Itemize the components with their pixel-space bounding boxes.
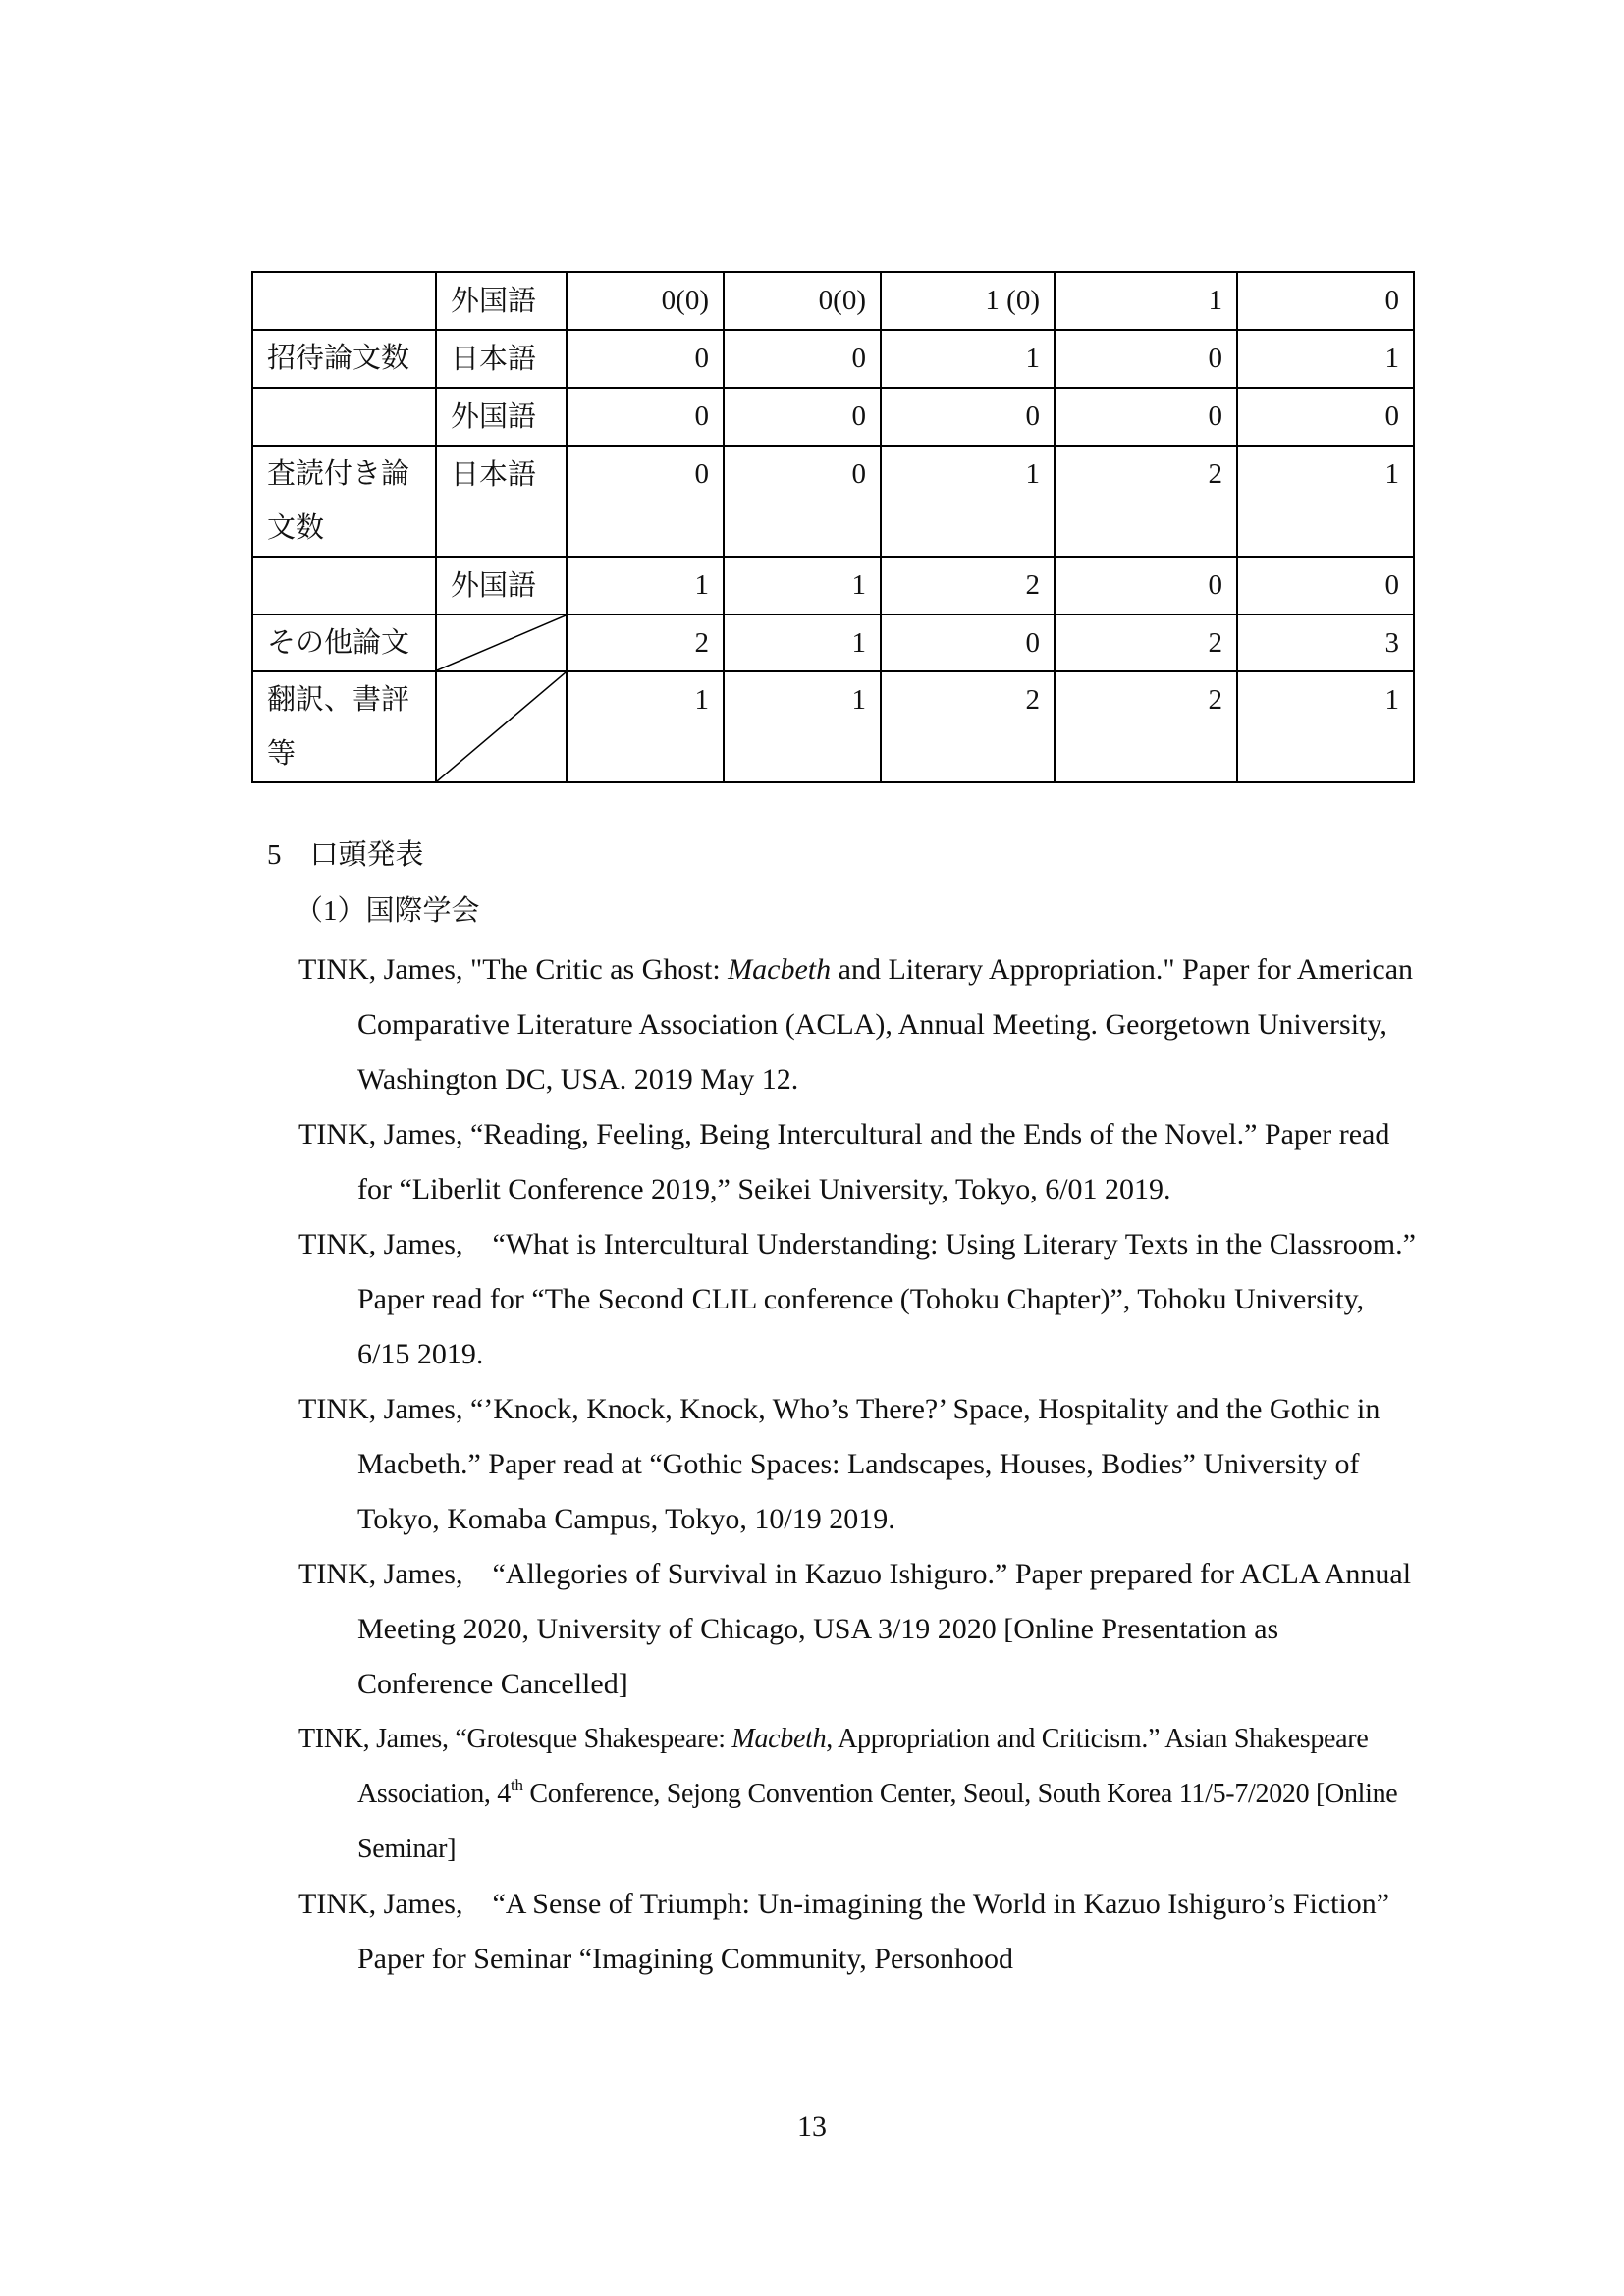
reference-text: TINK, James, “A Sense of Triumph: Un-imagining the World in Kazuo Ishiguro’s Fiction” Paper for Seminar “Imagining Community, Personhood [298,1888,1390,1975]
reference-entry [298,1217,1418,1382]
italic-title: Macbeth [728,953,832,986]
count-cell: 0(0) [724,272,881,330]
count-cell: 2 [881,557,1055,614]
reference-entry [298,1547,1418,1712]
count-cell: 0 [567,330,724,388]
reference-text: TINK, James, “Allegories of Survival in Kazuo Ishiguro.” Paper prepared for ACLA Annual Meeting 2020, University of Chicago, USA 3/19 2020 [Online Presentation as Conference Cancelled] [298,1558,1412,1700]
count-cell: 1 (0) [881,272,1055,330]
row-language: 外国語 [436,557,567,614]
count-cell: 2 [881,671,1055,782]
reference-entry [298,1712,1418,1877]
publication-stats-table [251,271,1415,783]
count-cell: 0 [724,330,881,388]
count-cell: 2 [567,614,724,671]
reference-text: TINK, James, "The Critic as Ghost: [298,953,729,986]
count-cell: 1 [567,671,724,782]
row-language: 日本語 [436,446,567,557]
row-category [252,272,436,330]
count-cell: 0 [1237,388,1414,446]
reference-entry [298,1382,1418,1547]
reference-entry [298,1877,1418,1987]
count-cell: 2 [1055,614,1237,671]
page-number: 13 [797,2110,827,2143]
section-heading: 5 口頭発表 [267,839,424,871]
count-cell: 2 [1055,671,1237,782]
row-category [252,557,436,614]
reference-text: TINK, James, “Grotesque Shakespeare: [298,1724,732,1754]
reference-entry [298,942,1418,1107]
count-cell: 0 [1055,388,1237,446]
table-row [252,671,1414,782]
table-row [252,614,1414,671]
count-cell: 1 [881,330,1055,388]
reference-text: , Appropriation and Criticism.” Asian Shakespeare Association, 4 [357,1724,1369,1809]
count-cell: 1 [724,671,881,782]
row-language: 外国語 [436,272,567,330]
subsection-heading: （1）国際学会 [295,895,480,927]
row-language: 外国語 [436,388,567,446]
count-cell: 0 [1237,272,1414,330]
reference-text: TINK, James, “What is Intercultural Understanding: Using Literary Texts in the Classroom.” Paper read for “The Second CLIL conference (Tohoku Chapter)”, Tohoku University, 6/15 2019. [298,1228,1416,1370]
count-cell: 1 [1237,671,1414,782]
count-cell: 0 [881,614,1055,671]
table-row [252,388,1414,446]
count-cell: 0 [881,388,1055,446]
count-cell: 1 [724,614,881,671]
count-cell: 0 [567,446,724,557]
table-row [252,272,1414,330]
reference-text: TINK, James, “Reading, Feeling, Being Intercultural and the Ends of the Novel.” Paper read for “Liberlit Conference 2019,” Seikei University, Tokyo, 6/01 2019. [298,1118,1390,1205]
count-cell: 0 [1237,557,1414,614]
count-cell: 3 [1237,614,1414,671]
reference-entry [298,1107,1418,1217]
table-row [252,446,1414,557]
count-cell: 0 [567,388,724,446]
row-language: 日本語 [436,330,567,388]
row-category: その他論文 [252,614,436,671]
row-category [252,388,436,446]
count-cell: 2 [1055,446,1237,557]
count-cell: 0 [724,388,881,446]
count-cell: 1 [724,557,881,614]
table-row [252,557,1414,614]
count-cell: 1 [567,557,724,614]
row-category: 翻訳、書評等 [252,671,436,782]
row-category: 招待論文数 [252,330,436,388]
count-cell: 1 [881,446,1055,557]
count-cell: 0 [1055,557,1237,614]
reference-text: and Literary Appropriation." Paper for American Comparative Literature Association (ACLA), Annual Meeting. Georgetown University, Washington DC, USA. 2019 May 12. [357,953,1414,1095]
italic-title: Macbeth [731,1724,827,1754]
count-cell: 0 [724,446,881,557]
diagonal-slash-cell [436,671,567,782]
reference-text: Conference, Sejong Convention Center, Seoul, South Korea 11/5-7/2020 [Online Seminar] [357,1779,1398,1864]
reference-list [298,942,1418,1987]
reference-text: TINK, James, “’Knock, Knock, Knock, Who’s There?’ Space, Hospitality and the Gothic in Macbeth.” Paper read at “Gothic Spaces: Landscapes, Houses, Bodies” University of Tokyo, Komaba Campus, Tokyo, 10/19 2019. [298,1393,1380,1535]
count-cell: 1 [1237,330,1414,388]
row-category: 査読付き論文数 [252,446,436,557]
count-cell: 0(0) [567,272,724,330]
reference-text: th [511,1776,523,1794]
count-cell: 1 [1237,446,1414,557]
table-row [252,330,1414,388]
count-cell: 1 [1055,272,1237,330]
diagonal-slash-cell [436,614,567,671]
count-cell: 0 [1055,330,1237,388]
